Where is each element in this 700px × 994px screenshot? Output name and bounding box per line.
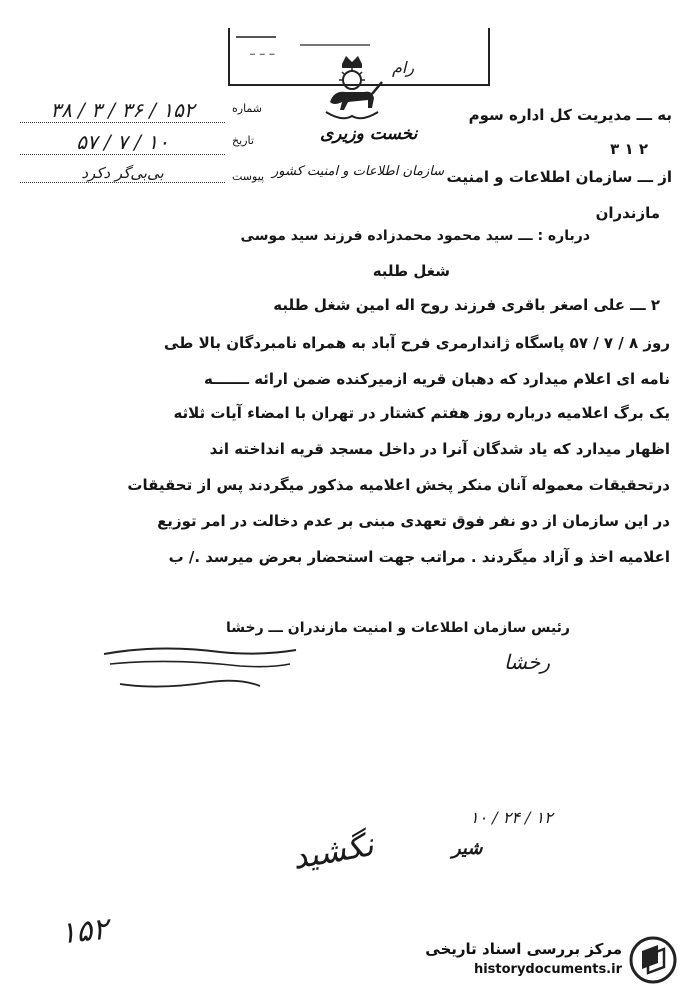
subject-line: درباره : ـــ سید محمود محمدزاده فرزند سید موسی — [240, 228, 590, 244]
body-line: در این سازمان از دو نفر فوق تعهدی مبنی بر عدم دخالت در امر توزیع — [157, 512, 670, 530]
date-label: تاریخ — [232, 134, 254, 147]
body-line: درتحقیقات معموله آنان منکر پخش اعلامیه مذکور میگردند پس از تحقیقات — [127, 476, 670, 494]
province-line: مازندران — [595, 204, 660, 222]
body-line: یک برگ اعلامیه درباره روز هفتم کشتار در تهران با امضاء آیات ثلاثه — [173, 404, 670, 422]
ministry-title: نخست وزیری — [320, 124, 418, 144]
header-seal-text: رام — [392, 58, 415, 77]
body-line: روز ۸ / ۷ / ۵۷ پاسگاه ژاندارمری فرح آباد به همراه نامبردگان بالا طی — [164, 334, 670, 352]
signature-title: رئیس سازمان اطلاعات و امنیت مازندران ـــ رخشا — [226, 620, 570, 636]
attachment-value: بی‌بی‌گر دکرد — [20, 164, 225, 183]
note-left: شیر — [452, 838, 483, 859]
attachment-label: پیوست — [232, 170, 265, 183]
occupation-line: شغل طلبه — [372, 262, 450, 280]
recipient-line: به ـــ مدیریت کل اداره سوم — [468, 106, 672, 124]
header-box-mark — [236, 36, 276, 38]
footer-url[interactable]: historydocuments.ir — [473, 962, 622, 977]
signature-scribble-icon — [100, 640, 300, 700]
body-line: نامه ای اعلام میدارد که دهبان قریه ازمیرکنده ضمن ارائه ـــــــه — [203, 370, 670, 388]
body-line: اعلامیه اخذ و آزاد میگردند . مراتب جهت استحضار بعرض میرسد ./ ب — [168, 548, 670, 566]
signature-handwritten: رخشا — [504, 650, 550, 674]
footer-org-name: مرکز بررسی اسناد تاریخی — [425, 940, 622, 958]
number-value: ۳۸ / ۳ / ۳۶ / ۱۵۲ — [20, 98, 225, 123]
sender-line: از ـــ سازمان اطلاعات و امنیت — [446, 168, 672, 186]
stamp-number: ۱۰ / ۲۴ / ۱۲ — [470, 808, 553, 827]
file-code: ۳ ۱ ۲ — [610, 140, 648, 158]
header-classification: ـ ـ ـ — [250, 40, 275, 59]
lion-and-sun-emblem-icon — [312, 50, 392, 130]
body-line: ۲ ـــ علی اصغر باقری فرزند روح اله امین شغل طلبه — [273, 296, 660, 314]
page-number: ۱۵۲ — [58, 911, 111, 952]
body-line: اظهار میدارد که یاد شدگان آنرا در داخل مسجد قریه انداخته اند — [209, 440, 670, 458]
organization-subtitle: سازمان اطلاعات و امنیت کشور — [272, 164, 445, 179]
header-box-mark — [300, 44, 370, 46]
archive-logo-icon — [628, 935, 678, 985]
note-big: نگشید — [289, 825, 377, 877]
number-label: شماره — [232, 102, 263, 115]
date-value: ۵۷ / ۷ / ۱۰ — [20, 130, 225, 155]
